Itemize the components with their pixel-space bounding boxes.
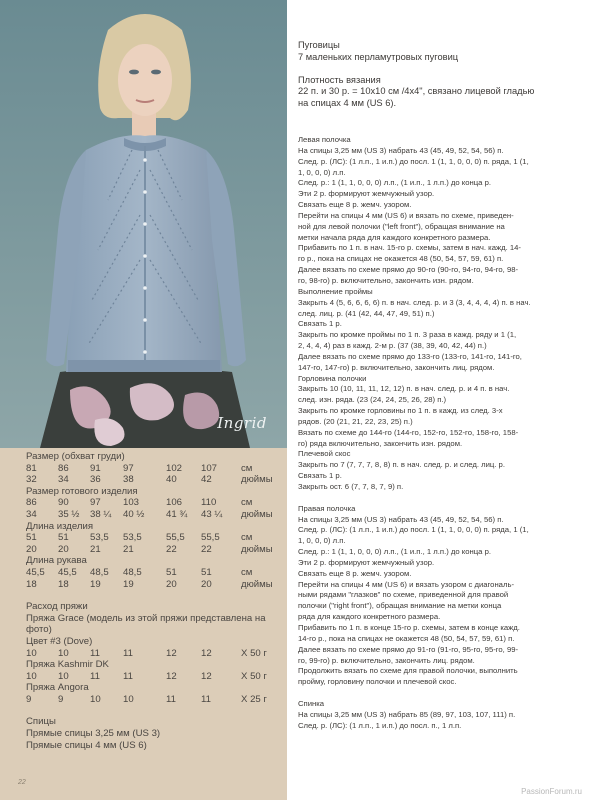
instruction-line: 1, 0, 0, 0) л.п.	[298, 536, 346, 546]
table-cell: 38 ¼	[90, 508, 112, 520]
table-cell: 20	[201, 578, 212, 590]
length-header: Длина изделия	[26, 520, 94, 532]
instruction-line: След. р. (ЛС): (1 л.п., 1 и.п.) до посл. 1 (1, 1, 0, 0, 0) п. ряда, 1 (1,	[298, 156, 529, 166]
yarn-grace-line2: фото)	[26, 624, 52, 636]
instruction-line: ряда для каждого конкретного размера.	[298, 612, 441, 622]
table-cell: 53,5	[90, 532, 109, 544]
table-cell: 12	[201, 670, 212, 682]
instruction-line: След. р.: 1 (1, 1, 0, 0, 0) л.п., (1 и.п., 1 л.п.) до конца р.	[298, 547, 491, 557]
table-cell: 10	[26, 647, 37, 659]
watermark: PassionForum.ru	[521, 787, 582, 796]
table-cell: 55,5	[201, 532, 220, 544]
gauge-line: 22 п. и 30 р. = 10х10 см /4х4", связано лицевой гладью	[298, 86, 535, 96]
instruction-line: 14-го р., пока на спицах не окажется 48 (50, 54, 57, 59, 61) п.	[298, 633, 515, 643]
instruction-line: ными рядами "глазков" по схеме, приведенной для правой	[298, 590, 509, 600]
yarn-kashmir-row	[26, 671, 276, 683]
instruction-line: Продолжить вязать по схеме для правой полочки, выполнить	[298, 666, 518, 676]
instruction-line: Плечевой скос	[298, 449, 351, 459]
model-photo-illustration	[0, 0, 287, 448]
table-cell: 18	[58, 578, 69, 590]
table-cell: 86	[58, 462, 69, 474]
instruction-line: Эти 2 р. формируют жемчужный узор.	[298, 557, 435, 567]
length-cm-row	[26, 532, 276, 544]
table-cell: 48,5	[123, 566, 142, 578]
model-photo	[0, 0, 287, 448]
table-cell: 97	[90, 497, 101, 509]
instruction-line: 147-го, 147-го) р. включительно, закончить лиц. рядом.	[298, 362, 495, 372]
instruction-line: След. р.: 1 (1, 1, 0, 0, 0) л.п., (1 и.п., 1 л.п.) до конца р.	[298, 178, 491, 188]
table-cell: 10	[90, 693, 101, 705]
table-cell: 42	[201, 474, 212, 486]
instruction-line: Закрыть 4 (5, 6, 6, 6, 6) п. в нач. след. р. и 3 (3, 4, 4, 4, 4) п. в нач.	[298, 297, 531, 307]
table-cell: 20	[26, 543, 37, 555]
instruction-line: Эти 2 р. формируют жемчужный узор.	[298, 189, 435, 199]
table-cell: 19	[90, 578, 101, 590]
section-header: Спинка	[298, 698, 325, 708]
table-cell: 41 ¾	[166, 508, 188, 520]
table-cell: 11	[123, 647, 133, 659]
instruction-line: метки начала ряда для каждого конкретного размера.	[298, 232, 491, 242]
table-cell: 9	[58, 693, 64, 705]
needles-header: Спицы	[26, 716, 56, 728]
table-cell: 91	[90, 462, 101, 474]
unit-cell: X 50 г	[241, 670, 267, 682]
buttons-header: Пуговицы	[298, 40, 340, 50]
table-cell: 10	[58, 647, 69, 659]
instruction-line: Закрыть ост. 6 (7, 7, 8, 7, 9) п.	[298, 482, 404, 491]
instruction-line: Закрыть по кромке горловины по 1 п. в кажд. из след. 3-х	[298, 406, 503, 416]
needles-line: Прямые спицы 3,25 мм (US 3)	[26, 728, 161, 740]
table-cell: 11	[123, 670, 133, 682]
yarn-grace-row	[26, 648, 276, 660]
table-cell: 11	[90, 647, 100, 659]
instruction-line: го, 98-го) р. включительно, закончить изн. рядом.	[298, 275, 474, 285]
left-front-section	[298, 135, 580, 493]
yarn-grace-line1: Пряжа Grace (модель из этой пряжи представлена на	[26, 612, 266, 624]
section-header: Правая полочка	[298, 503, 356, 513]
bust-cm-row	[26, 463, 276, 475]
unit-cell: дюймы	[241, 578, 273, 590]
table-cell: 43 ¼	[201, 508, 223, 520]
table-cell: 45,5	[26, 566, 45, 578]
table-cell: 21	[90, 543, 101, 555]
yarn-grace-color: Цвет #3 (Dove)	[26, 635, 93, 647]
model-name-signature: Ingrid	[217, 414, 267, 432]
table-cell: 11	[90, 670, 100, 682]
instruction-line: Далее вязать по схеме прямо до 91-го (91-го, 95-го, 95-го, 99-	[298, 644, 519, 654]
instruction-line: Вязать по схеме до 144-го (144-го, 152-го, 152-го, 158-го, 158-	[298, 427, 519, 437]
instruction-line: На спицы 3,25 мм (US 3) набрать 43 (45, 49, 52, 54, 56) п.	[298, 514, 504, 524]
table-cell: 45,5	[58, 566, 77, 578]
instruction-line: Прибавить по 1 п. в нач. 15-го р. схемы, затем в нач. кажд. 14-	[298, 243, 521, 253]
instruction-line: 1, 0, 0, 0) л.п.	[298, 167, 346, 177]
unit-cell: дюймы	[241, 474, 273, 486]
instruction-line: след. изн. ряда. (23 (24, 24, 25, 26, 28) п.)	[298, 395, 447, 405]
table-cell: 10	[58, 670, 69, 682]
instruction-line: Перейти на спицы 4 мм (US 6) и вязать по схеме, приведен-	[298, 210, 514, 220]
table-cell: 9	[26, 693, 32, 705]
table-cell: 20	[166, 578, 177, 590]
instruction-line: Связать 1 р.	[298, 471, 342, 481]
section-header: Левая полочка	[298, 135, 351, 144]
sleeve-cm-row	[26, 567, 276, 579]
instruction-line: Закрыть по кромке проймы по 1 п. 3 раза в кажд. ряду и 1 (1,	[298, 330, 517, 340]
table-cell: 86	[26, 497, 37, 509]
table-cell: 40	[166, 474, 177, 486]
size-table	[26, 451, 276, 751]
unit-cell: дюймы	[241, 508, 273, 520]
instruction-line: На спицы 3,25 мм (US 3) набрать 43 (45, 49, 52, 54, 56) п.	[298, 145, 504, 155]
instruction-line: пройму, горловину полочки и плечевой скос.	[298, 677, 457, 687]
unit-cell: X 50 г	[241, 647, 267, 659]
table-cell: 12	[201, 647, 212, 659]
instruction-line: Далее вязать по схеме прямо до 133-го (133-го, 141-го, 141-го,	[298, 351, 522, 361]
table-cell: 97	[123, 462, 134, 474]
table-cell: 55,5	[166, 532, 185, 544]
table-cell: 106	[166, 497, 183, 509]
unit-cell: дюймы	[241, 543, 273, 555]
instructions-column	[298, 40, 580, 731]
table-cell: 22	[201, 543, 212, 555]
table-cell: 12	[166, 647, 177, 659]
bust-size-header: Размер (обхват груди)	[26, 451, 125, 462]
table-cell: 90	[58, 497, 69, 509]
table-cell: 110	[201, 497, 217, 509]
instruction-line: Выполнение проймы	[298, 286, 373, 296]
unit-cell: см	[241, 566, 253, 578]
instruction-line: го р., пока на спицах не окажется 48 (50, 54, 57, 59, 61) п.	[298, 254, 504, 264]
instruction-line: Горловина полочки	[298, 373, 367, 383]
length-in-row	[26, 544, 276, 556]
left-column	[0, 0, 287, 800]
instruction-line: На спицы 3,25 мм (US 3) набрать 85 (89, 97, 103, 107, 111) п.	[298, 709, 516, 719]
yarn-angora-name: Пряжа Angora	[26, 682, 89, 694]
instruction-line: Связать еще 8 р. жемч. узором.	[298, 568, 412, 578]
table-cell: 38	[123, 474, 134, 486]
back-section	[298, 699, 580, 732]
unit-cell: см	[241, 497, 253, 509]
instruction-line: полочки ("right front"), обращая внимание на метки конца	[298, 601, 502, 611]
table-cell: 32	[26, 474, 37, 486]
table-cell: 11	[166, 693, 176, 705]
table-cell: 103	[123, 497, 140, 509]
table-cell: 34	[58, 474, 69, 486]
finished-cm-row	[26, 497, 276, 509]
page-number: 22	[18, 779, 26, 786]
table-cell: 51	[26, 532, 37, 544]
instruction-line: След. р. (ЛС): (1 л.п., 1 и.п.) до посл. 1 (1, 1, 0, 0, 0) п. ряда, 1 (1,	[298, 525, 529, 535]
needles-line: Прямые спицы 4 мм (US 6)	[26, 739, 147, 751]
finished-size-header: Размер готового изделия	[26, 485, 138, 497]
unit-cell: см	[241, 532, 253, 544]
table-cell: 11	[201, 693, 211, 705]
yarn-header: Расход пряжи	[26, 601, 88, 613]
yarn-angora-row	[26, 694, 276, 706]
instruction-line: Закрыть по 7 (7, 7, 7, 8, 8) п. в нач. след. р. и след. лиц. р.	[298, 460, 505, 470]
table-cell: 19	[123, 578, 134, 590]
table-cell: 102	[166, 462, 183, 474]
instruction-line: Закрыть 10 (10, 11, 11, 12, 12) п. в нач. след. р. и 4 п. в нач.	[298, 384, 510, 394]
instruction-line: След. р. (ЛС): (1 л.п., 1 и.п.) до посл. п., 1 л.п.	[298, 720, 462, 730]
materials-block	[298, 40, 580, 109]
table-cell: 35 ½	[58, 508, 80, 520]
table-cell: 40 ½	[123, 508, 145, 520]
instruction-line: след. лиц. р. (41 (42, 44, 47, 49, 51) п.)	[298, 308, 435, 318]
table-cell: 53,5	[123, 532, 142, 544]
unit-cell: см	[241, 462, 253, 474]
instruction-line: Перейти на спицы 4 мм (US 6) и вязать узором с диагональ-	[298, 579, 515, 589]
instruction-line: Связать 1 р.	[298, 319, 342, 329]
table-cell: 22	[166, 543, 177, 555]
table-cell: 36	[90, 474, 101, 486]
unit-cell: X 25 г	[241, 693, 267, 705]
table-cell: 48,5	[90, 566, 109, 578]
table-cell: 51	[58, 532, 69, 544]
table-cell: 107	[201, 462, 218, 474]
table-cell: 20	[58, 543, 69, 555]
table-cell: 34	[26, 508, 37, 520]
table-cell: 12	[166, 670, 177, 682]
gauge-header: Плотность вязания	[298, 74, 381, 85]
right-front-section	[298, 504, 580, 688]
instruction-line: ной для левой полочки ("left front"), обращая внимание на	[298, 221, 505, 231]
table-cell: 21	[123, 543, 134, 555]
buttons-text: 7 маленьких перламутровых пуговиц	[298, 51, 459, 62]
instruction-line: Прибавить по 1 п. в конце 15-го р. схемы, затем в конце кажд.	[298, 622, 520, 632]
table-cell: 18	[26, 578, 37, 590]
sleeve-in-row	[26, 579, 276, 591]
sleeve-header: Длина рукава	[26, 555, 87, 567]
table-cell: 10	[123, 693, 134, 705]
table-cell: 51	[166, 566, 177, 578]
instruction-line: 2, 4, 4, 4) раз в кажд. 2-м р. (37 (38, 39, 40, 42, 44) п.)	[298, 341, 487, 351]
instruction-line: рядов. (20 (21, 21, 22, 23, 25) п.)	[298, 416, 413, 426]
instruction-line: Далее вязать по схеме прямо до 90-го (90-го, 94-го, 94-го, 98-	[298, 265, 519, 275]
table-cell: 81	[26, 462, 37, 474]
gauge-line: на спицах 4 мм (US 6).	[298, 97, 397, 108]
instruction-line: го, 99-го) р. включительно, закончить лиц. рядом.	[298, 655, 475, 665]
table-cell: 51	[201, 566, 212, 578]
instruction-line: го) ряда включительно, закончить изн. рядом.	[298, 438, 463, 448]
instruction-line: Связать еще 8 р. жемч. узором.	[298, 200, 412, 210]
yarn-kashmir-name: Пряжа Kashmir DK	[26, 659, 109, 671]
table-cell: 10	[26, 670, 37, 682]
finished-in-row	[26, 509, 276, 521]
bust-in-row	[26, 474, 276, 486]
